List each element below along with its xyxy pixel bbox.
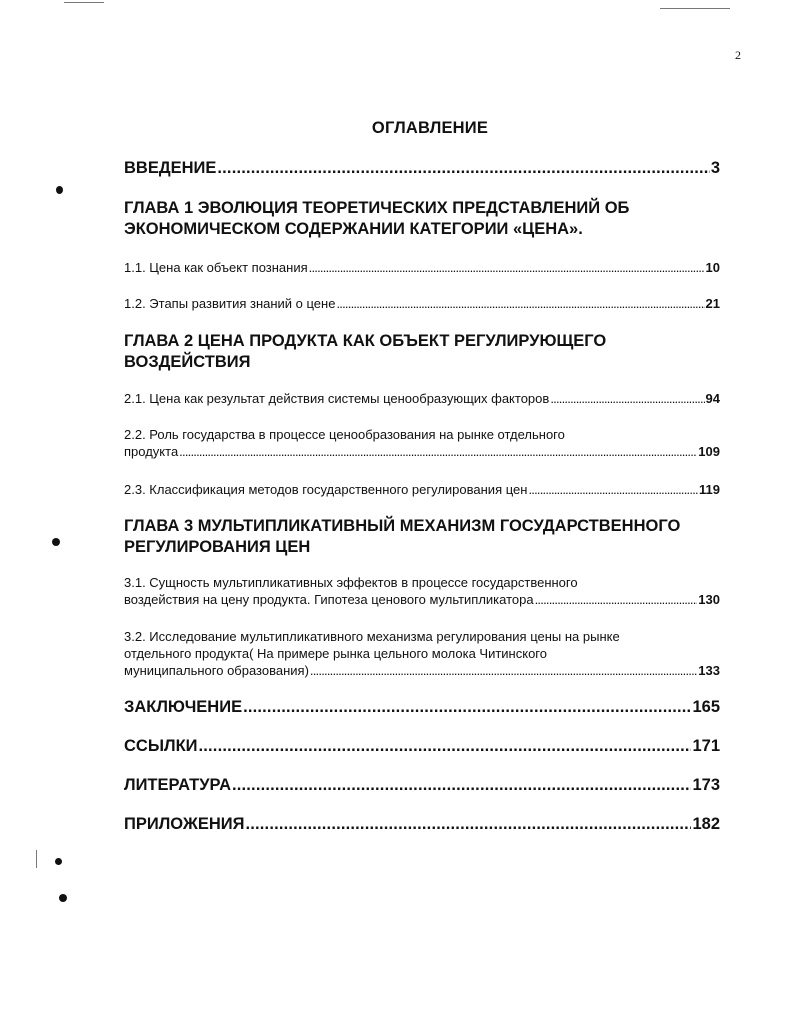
toc-page: 21 [705, 296, 720, 311]
toc-page: 182 [692, 815, 720, 833]
toc-page: 173 [692, 776, 720, 794]
toc-leader [528, 481, 698, 498]
page-number: 2 [735, 48, 741, 62]
toc-leader [245, 815, 691, 834]
chapter-3-heading[interactable]: ГЛАВА 3 МУЛЬТИПЛИКАТИВНЫЙ МЕХАНИЗМ ГОСУДАРСТВЕННОГО РЕГУЛИРОВАНИЯ ЦЕН [124, 517, 681, 556]
toc-page: 10 [705, 260, 720, 275]
toc-leader [550, 390, 704, 407]
scan-speck [55, 858, 62, 865]
toc-page: 94 [705, 391, 720, 406]
toc-label-line: отдельного продукта( На примере рынка цельного молока Читинского [124, 646, 547, 661]
toc-label-line: 3.1. Сущность мультипликативных эффектов в процессе государственного [124, 575, 578, 590]
toc-entry-intro[interactable] [124, 159, 720, 178]
toc-entry-2-2[interactable] [124, 426, 720, 460]
toc-leader [310, 662, 697, 679]
toc-leader [336, 295, 704, 312]
chapter-1-heading[interactable]: ГЛАВА 1 ЭВОЛЮЦИЯ ТЕОРЕТИЧЕСКИХ ПРЕДСТАВЛЕНИЙ ОБ ЭКОНОМИЧЕСКОМ СОДЕРЖАНИИ КАТЕГОРИИ «ЦЕНА». [124, 199, 630, 238]
scan-speck [59, 894, 67, 902]
toc-entry-2-3[interactable] [124, 481, 720, 498]
toc-entry-1-1[interactable] [124, 259, 720, 276]
toc-page: 109 [698, 444, 720, 459]
toc-entry-1-2[interactable] [124, 295, 720, 312]
toc-label: 2.1. Цена как результат действия системы ценообразующих факторов [124, 391, 550, 406]
toc-entry-appendices[interactable] [124, 815, 720, 834]
toc-label: 2.3. Классификация методов государственного регулирования цен [124, 482, 528, 497]
toc-leader [199, 737, 692, 756]
toc-page: 171 [692, 737, 720, 755]
toc-page: 165 [692, 698, 720, 716]
toc-entry-2-1[interactable] [124, 390, 720, 407]
toc-label: ЗАКЛЮЧЕНИЕ [124, 698, 243, 716]
toc-leader [232, 776, 691, 795]
toc-leader [243, 698, 691, 717]
toc-page: 3 [710, 159, 720, 177]
toc-label: муниципального образования) [124, 663, 309, 678]
toc-label-line: 2.2. Роль государства в процессе ценообразования на рынке отдельного [124, 427, 565, 442]
toc-label: 1.2. Этапы развития знаний о цене [124, 296, 336, 311]
toc-entry-literature[interactable] [124, 776, 720, 795]
toc-label: ССЫЛКИ [124, 737, 198, 755]
toc-leader [309, 259, 705, 276]
toc-entry-references[interactable] [124, 737, 720, 756]
toc-label: ВВЕДЕНИЕ [124, 159, 217, 177]
toc-label-line: 3.2. Исследование мультипликативного механизма регулирования цены на рынке [124, 629, 620, 644]
toc-leader [217, 159, 709, 178]
toc-leader [179, 443, 697, 460]
toc-entry-3-2[interactable] [124, 628, 720, 679]
toc-leader [535, 591, 698, 608]
toc-label: 1.1. Цена как объект познания [124, 260, 308, 275]
scan-line-top-right [660, 8, 730, 9]
toc-label: воздействия на цену продукта. Гипотеза ценового мультипликатора [124, 592, 534, 607]
toc-page: 119 [699, 482, 720, 497]
toc-page: 130 [698, 592, 720, 607]
toc-page: 133 [698, 663, 720, 678]
scan-speck [56, 186, 63, 194]
toc-entry-conclusion[interactable] [124, 698, 720, 717]
chapter-2-heading[interactable]: ГЛАВА 2 ЦЕНА ПРОДУКТА КАК ОБЪЕКТ РЕГУЛИРУЮЩЕГО ВОЗДЕЙСТВИЯ [124, 332, 607, 371]
page-title: ОГЛАВЛЕНИЕ [371, 119, 489, 137]
toc-entry-3-1[interactable] [124, 574, 720, 608]
toc-label: ЛИТЕРАТУРА [124, 776, 231, 794]
scan-line-left-margin [36, 850, 37, 868]
toc-label: продукта [124, 444, 179, 459]
scan-line-top-left [64, 2, 104, 3]
scan-speck [52, 538, 60, 546]
toc-label: ПРИЛОЖЕНИЯ [124, 815, 245, 833]
